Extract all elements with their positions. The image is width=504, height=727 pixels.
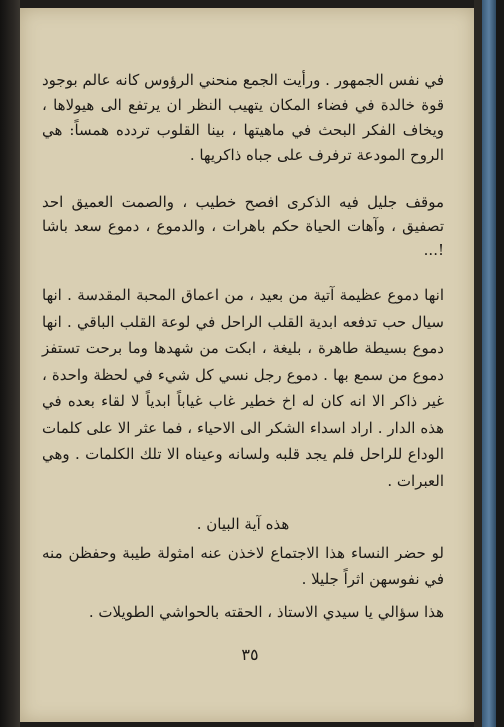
book-spine-edge bbox=[0, 0, 20, 727]
paragraph-2: موقف جليل فيه الذكرى افصح خطيب ، والصمت العميق احد تصفيق ، وآهات الحياة حكم باهرات ، والدموع ، دموع سعد باشا !... bbox=[42, 193, 444, 259]
paragraph-6: هذا سؤالي يا سيدي الاستاذ ، الحقته بالحواشي الطويلات . bbox=[88, 603, 444, 621]
blue-cover-strip bbox=[482, 0, 496, 727]
paragraph-1: في نفس الجمهور . ورأيت الجمع منحني الرؤوس كانه عالم بوجود قوة خالدة في فضاء المكان يتهيب النظر ان يرتفع الى هيولاها ، ويخاف الفكر البحث في ماهيتها ، بينا القلوب تردده همساً: هي الروح المودعة ترفرف على جباه ذاكريها . bbox=[42, 71, 444, 164]
dark-border-strip bbox=[496, 0, 504, 727]
paragraph-5: لو حضر النساء هذا الاجتماع لاخذن عنه امثولة طيبة وحفظن منه في نفوسهن اثراً جليلا . bbox=[42, 544, 444, 588]
paragraph-3: انها دموع عظيمة آتية من بعيد ، من اعماق المحبة المقدسة . انها سيال حب تدفعه ابدية القلب الراحل في لوعة القلب الباقي . انها دموع بسيطة طاهرة ، بليغة ، ابكت من شهدها وما برحت تستفز دموع من سمع بها . دموع رجل نسي كل شيء في لحظة واحدة ، غير ذاكر الا انه كان له اخ خطير غاب غياباً ابدياً لا لقاء بعده في هذه الدار . اراد اسداء الشكر الى الاحياء ، فما عثر الا على كلمات الوداع للراحل فلم يجد قلبه ولسانه وعيناه الا تلك الكلمات . وهي العبرات . bbox=[42, 286, 444, 490]
page-number: ٣٥ bbox=[241, 645, 259, 664]
paragraph-4: هذه آية البيان . bbox=[196, 515, 290, 533]
